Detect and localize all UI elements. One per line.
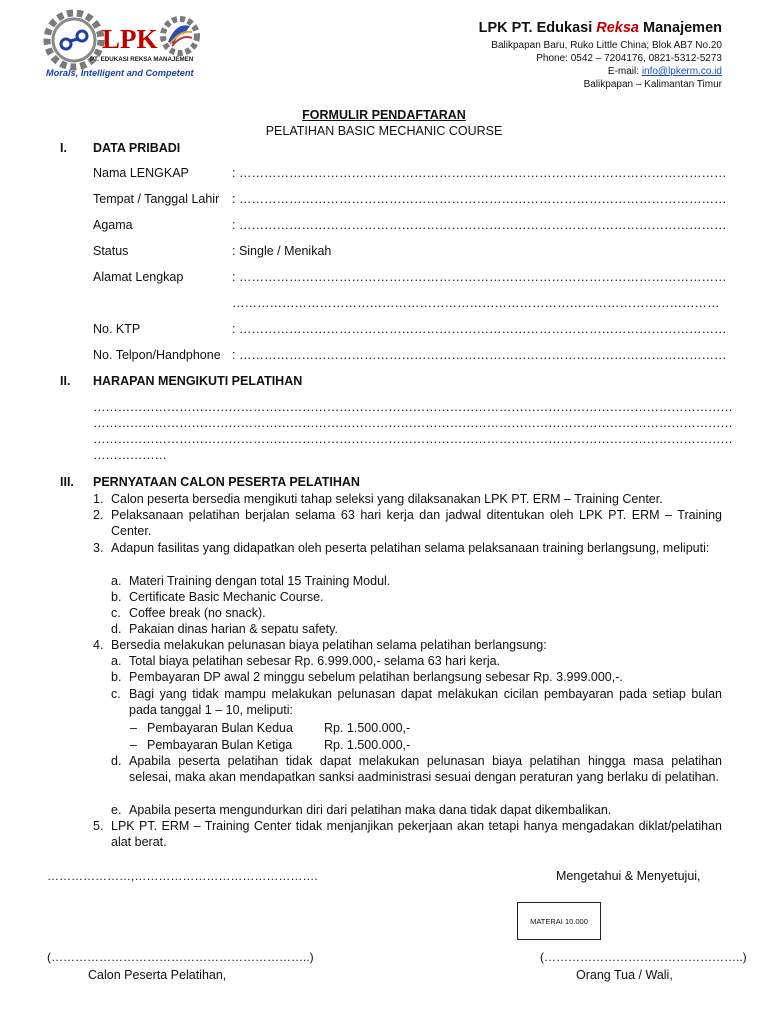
stamp-box: MATERAI 10.000 [517, 902, 601, 940]
field-label: Nama LENGKAP [93, 166, 189, 180]
company-phone: Phone: 0542 – 7204176, 0821-5312-5273 [536, 53, 722, 64]
svg-text:LPK: LPK [102, 24, 158, 54]
signature-line-guardian[interactable]: (…………………………………………..) [540, 950, 747, 964]
place-date-input[interactable]: …………………,………………………………………. [47, 869, 318, 883]
section-1-title: DATA PRIBADI [93, 141, 181, 155]
participant-label: Calon Peserta Pelatihan, [88, 968, 227, 982]
expectation-line-1[interactable]: ………………………………………………………………………………………………………………………………………… [93, 400, 733, 414]
field-label: No. KTP [93, 322, 141, 336]
section-1-number: I. [60, 141, 67, 155]
company-address: Balikpapan Baru, Ruko Little China; Blok AB7 No.20 [491, 40, 722, 51]
field-label: Tempat / Tanggal Lahir [93, 192, 220, 206]
gear-icon [40, 8, 202, 82]
field-label: Agama [93, 218, 133, 232]
signature-line-participant[interactable]: (………………………………………………………..) [47, 950, 314, 964]
section-3-title: PERNYATAAN CALON PESERTA PELATIHAN [93, 475, 360, 489]
field-phone-input[interactable]: : ……………………………………………………………………………………………………… [232, 348, 727, 362]
email-link[interactable]: info@lpkerm.co.id [641, 66, 722, 77]
expectation-line-3[interactable]: ………………………………………………………………………………………………………………………………………… [93, 432, 733, 446]
company-name: LPK PT. Edukasi Reksa Manajemen [478, 20, 722, 36]
field-label: Status [93, 244, 129, 258]
guardian-label: Orang Tua / Wali, [576, 968, 673, 982]
company-email: E-mail: info@lpkerm.co.id [607, 66, 722, 77]
section-3-number: III. [60, 475, 74, 489]
field-address-input-2[interactable]: ……………………………………………………………………………………………………… [232, 296, 720, 310]
company-logo [40, 8, 202, 82]
svg-text:PT. EDUKASI REKSA MANAJEMEN: PT. EDUKASI REKSA MANAJEMEN [90, 56, 194, 63]
expectation-line-4[interactable]: ……………… [93, 448, 167, 462]
company-city: Balikpapan – Kalimantan Timur [583, 79, 722, 90]
section-2-number: II. [60, 374, 71, 388]
field-label: No. Telpon/Handphone [93, 348, 221, 362]
expectation-line-2[interactable]: ………………………………………………………………………………………………………………………………………… [93, 416, 733, 430]
field-ktp-input[interactable]: : ……………………………………………………………………………………………………… [232, 322, 727, 336]
field-status-input[interactable]: : Single / Menikah [232, 244, 332, 258]
field-address-input[interactable]: : ……………………………………………………………………………………………………… [232, 270, 727, 284]
form-title: FORMULIR PENDAFTARAN [302, 108, 466, 122]
field-religion-input[interactable]: : ……………………………………………………………………………………………………… [232, 218, 727, 232]
approval-label: Mengetahui & Menyetujui, [556, 869, 701, 883]
svg-text:Morals, Intelligent and Compet: Morals, Intelligent and Competent [46, 68, 194, 78]
field-birth-input[interactable]: : ……………………………………………………………………………………………………… [232, 192, 727, 206]
field-name-input[interactable]: : ……………………………………………………………………………………………………… [232, 166, 727, 180]
field-label: Alamat Lengkap [93, 270, 184, 284]
form-subtitle: PELATIHAN BASIC MECHANIC COURSE [265, 124, 503, 138]
section-2-title: HARAPAN MENGIKUTI PELATIHAN [93, 374, 303, 388]
